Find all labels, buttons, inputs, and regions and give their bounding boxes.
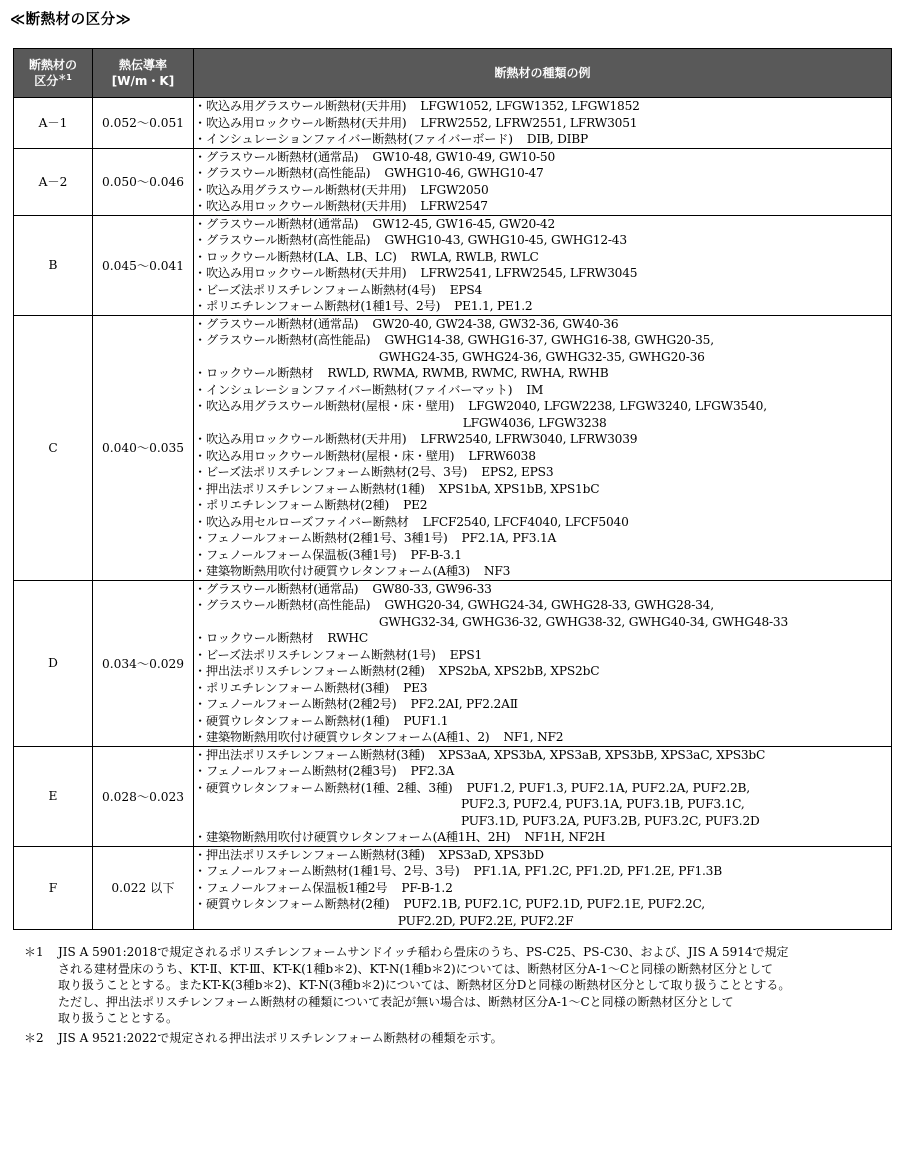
example-item [194,647,891,664]
material-name: ・ポリエチレンフォーム断熱材(3種) [194,680,390,695]
material-name: ・吹込み用グラスウール断熱材(天井用) [194,99,407,113]
example-item [194,597,891,614]
material-codes: EPS2, EPS3 [481,465,554,479]
conductivity-cell: 0.028～0.023 [93,746,194,846]
material-codes: PF2.1A, PF3.1A [461,531,557,545]
example-item [194,713,891,730]
material-name: ・吹込み用セルローズファイバー断熱材 [194,514,409,529]
material-codes-continuation [194,415,891,432]
material-name: ・インシュレーションファイバー断熱材(ファイバーボード) [194,132,513,146]
material-codes: GWHG24-35, GWHG24-36, GWHG32-35, GWHG20-36 [378,349,705,364]
example-item [194,763,891,780]
material-name: ・吹込み用グラスウール断熱材(天井用) [194,182,407,197]
material-name: ・硬質ウレタンフォーム断熱材(2種) [194,897,390,911]
footnote-text [58,944,894,1027]
example-item [194,530,891,547]
category-cell: B [14,215,93,315]
material-name: ・インシュレーションファイバー断熱材(ファイバーマット) [194,382,513,397]
material-codes: PF2.3A [410,764,455,778]
example-item [194,216,891,233]
material-codes: XPS3aD, XPS3bD [438,847,544,862]
material-codes: RWHC [327,631,368,645]
table-body [14,98,892,930]
examples-cell [194,98,892,149]
material-name: ・吹込み用グラスウール断熱材(屋根・床・壁用) [194,399,455,413]
material-name: ・押出法ポリスチレンフォーム断熱材(3種) [194,847,425,862]
material-codes: LFGW4036, LFGW3238 [462,415,607,430]
examples-cell [194,846,892,930]
example-item [194,497,891,514]
material-codes: GW80-33, GW96-33 [372,581,492,596]
material-codes: PE1.1, PE1.2 [454,299,533,313]
material-name: ・ロックウール断熱材 [194,366,314,380]
example-item [194,448,891,465]
material-name: ・フェノールフォーム保温板(3種1号) [194,547,397,562]
header-category-footnote-mark: ＊1 [58,73,72,82]
material-name: ・グラスウール断熱材(通常品) [194,581,359,596]
example-item [194,896,891,913]
table-row [14,98,892,149]
material-codes-continuation [194,796,891,813]
material-codes: PUF1.1 [403,713,449,728]
material-name: ・グラスウール断熱材(高性能品) [194,166,371,180]
footnote [24,1030,894,1047]
example-item [194,729,891,746]
example-item [194,464,891,481]
material-name: ・グラスウール断熱材(高性能品) [194,333,371,347]
example-item [194,780,891,797]
table-row [14,580,892,746]
material-name: ・押出法ポリスチレンフォーム断熱材(1種) [194,481,425,496]
category-cell: A－1 [14,98,93,149]
example-item [194,696,891,713]
example-item [194,880,891,897]
example-item [194,547,891,564]
example-item [194,365,891,382]
material-name: ・硬質ウレタンフォーム断熱材(1種、2種、3種) [194,780,453,795]
example-item [194,514,891,531]
material-codes: LFRW2547 [420,199,488,213]
example-item [194,847,891,864]
material-name: ・グラスウール断熱材(通常品) [194,316,359,331]
material-codes: LFRW6038 [468,448,536,463]
conductivity-cell: 0.052～0.051 [93,98,194,149]
material-codes: GWHG14-38, GWHG16-37, GWHG16-38, GWHG20-35, [384,333,714,347]
material-codes: RWLD, RWMA, RWMB, RWMC, RWHA, RWHB [327,366,609,380]
material-codes: LFCF2540, LFCF4040, LFCF5040 [422,514,629,529]
material-codes: XPS3aA, XPS3bA, XPS3aB, XPS3bB, XPS3aC, XPS3bC [438,747,766,762]
table-header-row [14,49,892,98]
material-name: ・吹込み用ロックウール断熱材(天井用) [194,115,407,130]
material-codes-continuation [194,913,891,930]
header-category-line2: 区分 [34,74,59,88]
example-item [194,198,891,215]
material-codes: PUF2.3, PUF2.4, PUF3.1A, PUF3.1B, PUF3.1C, [460,797,745,811]
examples-cell [194,580,892,746]
category-cell: C [14,315,93,580]
material-name: ・建築物断熱用吹付け硬質ウレタンフォーム(A種1、2) [194,730,490,744]
footnote-line: JIS A 9521:2022で規定される押出法ポリスチレンフォーム断熱材の種類を示す。 [58,1030,503,1045]
insulation-classification-table [13,48,892,930]
example-item [194,863,891,880]
material-codes-continuation [194,349,891,366]
material-codes-continuation [194,614,891,631]
material-codes: PE2 [403,498,428,512]
material-codes: PE3 [403,680,428,695]
example-item [194,249,891,266]
material-name: ・フェノールフォーム断熱材(2種3号) [194,764,397,778]
example-item [194,481,891,498]
material-codes: PF2.2AⅠ, PF2.2AⅡ [410,697,518,711]
material-codes: LFRW2541, LFRW2545, LFRW3045 [420,266,638,280]
material-name: ・ビーズ法ポリスチレンフォーム断熱材(4号) [194,282,436,297]
material-codes: GW10-48, GW10-49, GW10-50 [372,149,556,164]
example-item [194,398,891,415]
material-name: ・フェノールフォーム保温板1種2号 [194,880,388,895]
example-item [194,282,891,299]
footnote [24,944,894,1027]
example-item [194,98,891,115]
material-codes: DIB, DIBP [526,132,589,146]
example-item [194,316,891,333]
footnote-text [58,1030,894,1047]
material-codes: PF-B-3.1 [410,547,462,562]
example-item [194,563,891,580]
category-cell: A－2 [14,148,93,215]
material-name: ・ポリエチレンフォーム断熱材(1種1号、2号) [194,299,441,313]
header-conductivity-line1: 熱伝導率 [118,58,167,72]
material-codes: LFRW2552, LFRW2551, LFRW3051 [420,115,638,130]
conductivity-cell: 0.040～0.035 [93,315,194,580]
footnote-mark: ＊1 [24,945,44,959]
material-codes: IM [526,382,544,397]
footnote-mark: ＊2 [24,1030,44,1045]
material-codes: PUF3.1D, PUF3.2A, PUF3.2B, PUF3.2C, PUF3.2D [460,813,760,828]
category-cell: F [14,846,93,930]
material-name: ・建築物断熱用吹付け硬質ウレタンフォーム(A種3) [194,564,470,578]
example-item [194,131,891,148]
conductivity-cell: 0.022 以下 [93,846,194,930]
material-codes: XPS1bA, XPS1bB, XPS1bC [438,481,600,496]
example-item [194,382,891,399]
material-codes: GWHG20-34, GWHG24-34, GWHG28-33, GWHG28-34, [384,598,714,612]
material-name: ・グラスウール断熱材(通常品) [194,216,359,231]
material-codes: PUF2.2D, PUF2.2E, PUF2.2F [397,913,574,928]
material-name: ・吹込み用ロックウール断熱材(天井用) [194,432,407,446]
footnote-line: ただし、押出法ポリスチレンフォーム断熱材の種類について表記が無い場合は、断熱材区分A-1～Cと同様の断熱材区分として [58,994,734,1009]
example-item [194,298,891,315]
conductivity-cell: 0.045～0.041 [93,215,194,315]
material-name: ・吹込み用ロックウール断熱材(屋根・床・壁用) [194,448,455,463]
material-name: ・グラスウール断熱材(高性能品) [194,598,371,612]
header-conductivity [93,49,194,98]
material-codes: PF1.1A, PF1.2C, PF1.2D, PF1.2E, PF1.3B [473,864,722,878]
header-examples: 断熱材の種類の例 [194,49,892,98]
table-row [14,148,892,215]
material-codes: RWLA, RWLB, RWLC [410,249,539,264]
footnotes [24,944,894,1046]
conductivity-cell: 0.034～0.029 [93,580,194,746]
material-codes: GW12-45, GW16-45, GW20-42 [372,216,556,231]
material-name: ・押出法ポリスチレンフォーム断熱材(2種) [194,664,425,678]
material-codes: LFRW2540, LFRW3040, LFRW3039 [420,432,638,446]
example-item [194,630,891,647]
material-name: ・ビーズ法ポリスチレンフォーム断熱材(2号、3号) [194,465,468,479]
examples-cell [194,315,892,580]
table-row [14,746,892,846]
material-name: ・フェノールフォーム断熱材(2種1号、3種1号) [194,531,448,545]
material-name: ・ポリエチレンフォーム断熱材(2種) [194,498,390,512]
footnote-line: JIS A 5901:2018で規定されるポリスチレンフォームサンドイッチ稲わら畳床のうち、PS-C25、PS-C30、および、JIS A 5914で規定 [58,945,789,959]
material-codes: GWHG10-43, GWHG10-45, GWHG12-43 [384,233,627,247]
material-codes: NF3 [483,564,511,578]
material-codes: PF-B-1.2 [401,880,453,895]
header-category-line1: 断熱材の [28,58,77,72]
example-item [194,115,891,132]
example-item [194,165,891,182]
material-codes: PUF2.1B, PUF2.1C, PUF2.1D, PUF2.1E, PUF2.2C, [403,897,705,911]
table-row [14,215,892,315]
example-item [194,265,891,282]
material-codes: GW20-40, GW24-38, GW32-36, GW40-36 [372,316,619,331]
conductivity-cell: 0.050～0.046 [93,148,194,215]
header-category [14,49,93,98]
material-codes: LFGW2040, LFGW2238, LFGW3240, LFGW3540, [468,399,767,413]
material-name: ・グラスウール断熱材(高性能品) [194,233,371,247]
footnote-line: 取り扱うこととする。 [58,1011,179,1025]
examples-cell [194,746,892,846]
example-item [194,232,891,249]
material-name: ・ロックウール断熱材 [194,631,314,645]
material-codes: EPS4 [449,282,483,297]
examples-cell [194,215,892,315]
example-item [194,149,891,166]
header-conductivity-unit: [W/m・K] [111,74,175,88]
examples-cell [194,148,892,215]
material-name: ・硬質ウレタンフォーム断熱材(1種) [194,713,390,728]
material-codes: XPS2bA, XPS2bB, XPS2bC [438,664,600,678]
material-name: ・グラスウール断熱材(通常品) [194,149,359,164]
table-row [14,315,892,580]
example-item [194,663,891,680]
category-cell: D [14,580,93,746]
example-item [194,829,891,846]
material-name: ・ロックウール断熱材(LA、LB、LC) [194,249,397,264]
material-codes: GWHG10-46, GWHG10-47 [384,166,544,180]
material-codes: EPS1 [449,647,483,662]
material-name: ・建築物断熱用吹付け硬質ウレタンフォーム(A種1H、2H) [194,830,511,844]
material-name: ・押出法ポリスチレンフォーム断熱材(3種) [194,747,425,762]
material-name: ・吹込み用ロックウール断熱材(天井用) [194,266,407,280]
category-cell: E [14,746,93,846]
material-codes-continuation [194,813,891,830]
page-title: ≪断熱材の区分≫ [10,12,132,28]
material-codes: NF1H, NF2H [524,830,606,844]
footnote-line: される建材畳床のうち、KT-Ⅱ、KT-Ⅲ、KT-K(1種b＊2)、KT-N(1種b＊2)については、断熱材区分A-1～Cと同様の断熱材区分として [58,961,774,976]
material-name: ・フェノールフォーム断熱材(1種1号、2号、3号) [194,864,460,878]
footnote-line: 取り扱うこととする。またKT-K(3種b＊2)、KT-N(3種b＊2)については、断熱材区分Dと同様の断熱材区分として取り扱うこととする。 [58,978,791,992]
example-item [194,680,891,697]
material-codes: GWHG32-34, GWHG36-32, GWHG38-32, GWHG40-34, GWHG48-33 [378,614,789,629]
example-item [194,747,891,764]
example-item [194,182,891,199]
material-name: ・フェノールフォーム断熱材(2種2号) [194,697,397,711]
material-codes: LFGW1052, LFGW1352, LFGW1852 [420,99,640,113]
material-name: ・吹込み用ロックウール断熱材(天井用) [194,199,407,213]
example-item [194,431,891,448]
material-codes: NF1, NF2 [503,730,564,744]
example-item [194,332,891,349]
material-name: ・ビーズ法ポリスチレンフォーム断熱材(1号) [194,647,436,662]
material-codes: LFGW2050 [420,182,489,197]
table-row [14,846,892,930]
material-codes: PUF1.2, PUF1.3, PUF2.1A, PUF2.2A, PUF2.2B, [466,780,750,795]
example-item [194,581,891,598]
